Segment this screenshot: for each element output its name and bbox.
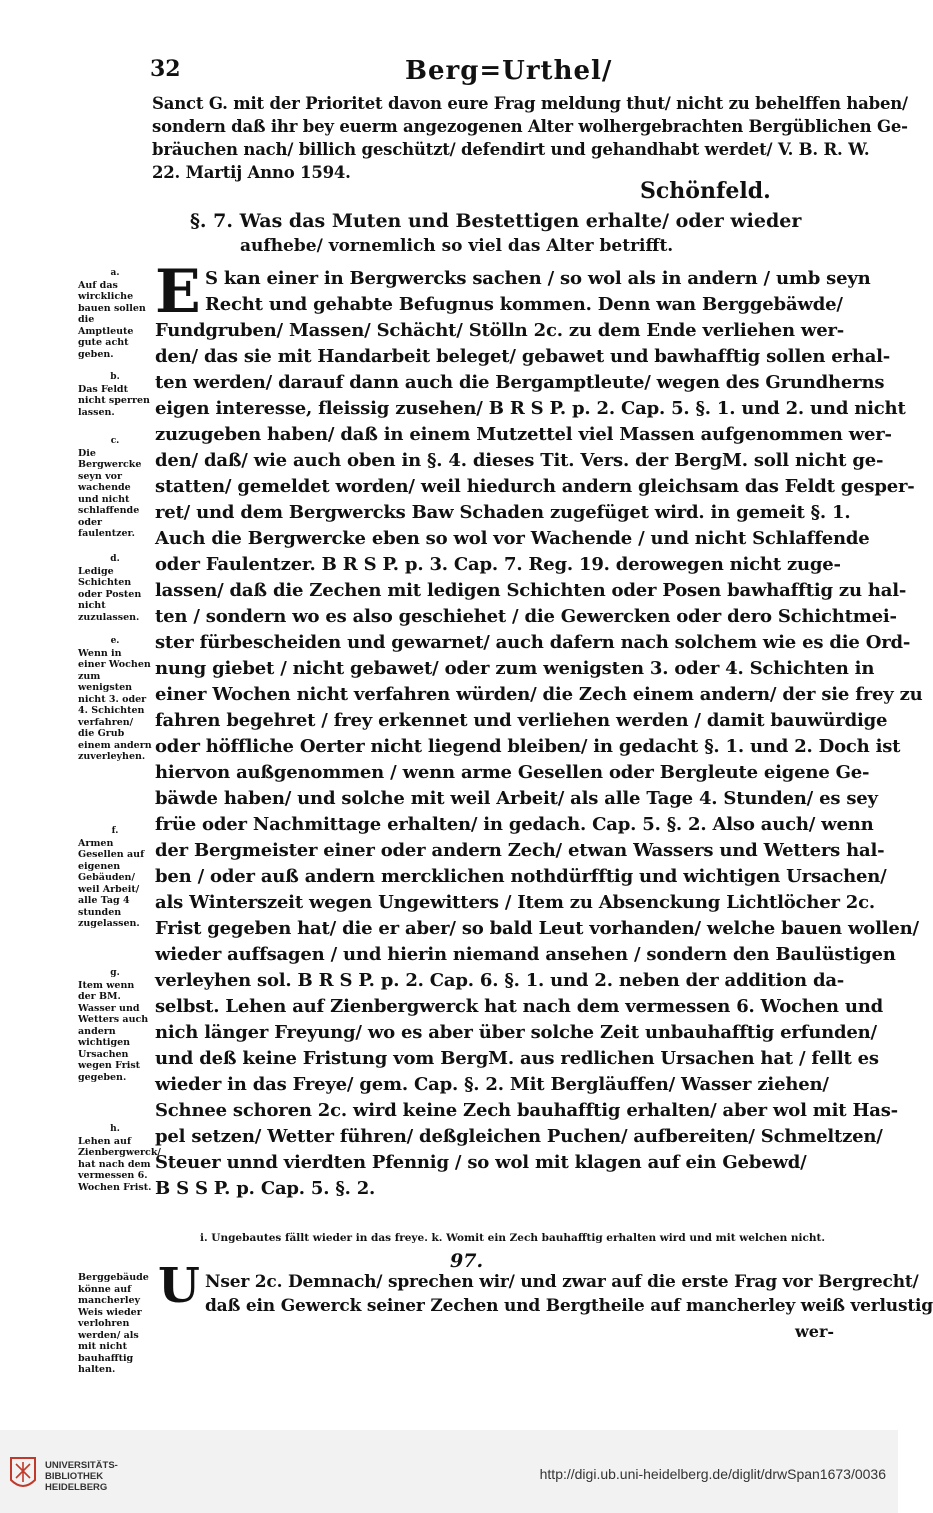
- margin-note-text: Armen Gesellen auf eigenen Gebäuden/ weil Arbeit/ alle Tag 4 stunden zugelassen.: [78, 837, 145, 929]
- text-line: Frist gegeben hat/ die er aber/ so bald Leut vorhanden/ welche bauen wollen/: [155, 918, 919, 939]
- margin-note: [78, 968, 152, 1083]
- text-line: wieder auffsagen / und hierin niemand ansehen / sondern den Baulüstigen: [155, 944, 896, 965]
- text-line: pel setzen/ Wetter führen/ deßgleichen Puchen/ aufbereiten/ Schmeltzen/: [155, 1126, 883, 1147]
- text-line: ben / oder auß andern mercklichen nothdürfftig und wichtigen Ursachen/: [155, 866, 887, 887]
- running-title: Berg=Urthel/: [405, 56, 613, 86]
- text-line: Recht und gehabte Befugnus kommen. Denn wan Berggebäwde/: [205, 294, 843, 315]
- margin-note: [78, 636, 152, 763]
- margin-note-text: Das Feldt nicht sperren lassen.: [78, 383, 150, 418]
- text-line: hiervon außgenommen / wenn arme Gesellen oder Bergleute eigene Ge-: [155, 762, 870, 783]
- page-number: 32: [150, 56, 181, 82]
- margin-note-text: Wenn in einer Wochen zum wenigsten nicht 3. oder 4. Schichten verfahren/ die Grub einem andern zuverleyhen.: [78, 647, 152, 762]
- text-line: nung giebet / nicht gebawet/ oder zum wenigsten 3. oder 4. Schichten in: [155, 658, 875, 679]
- text-line: statten/ gemeldet worden/ weil hiedurch andern gleichsam das Feldt gesper-: [155, 476, 915, 497]
- text-line: Sanct G. mit der Prioritet davon eure Frag meldung thut/ nicht zu behelffen haben/: [152, 94, 908, 113]
- institution-line: HEIDELBERG: [45, 1482, 108, 1493]
- margin-note-mark: e.: [110, 636, 120, 646]
- source-url[interactable]: http://digi.ub.uni-heidelberg.de/diglit/drwSpan1673/0036: [539, 1466, 886, 1482]
- margin-note-mark: h.: [110, 1124, 120, 1134]
- text-line: Fundgruben/ Massen/ Schächt/ Stölln 2c. zu dem Ende verliehen wer-: [155, 320, 845, 341]
- text-line: ster fürbescheiden und gewarnet/ auch dafern nach solchem wie es die Ord-: [155, 632, 911, 653]
- margin-note: [78, 372, 152, 418]
- text-line: wieder in das Freye/ gem. Cap. §. 2. Mit Bergläuffen/ Wasser ziehen/: [155, 1074, 829, 1095]
- text-line: den/ das sie mit Handarbeit beleget/ gebawet und bawhafftig sollen erhal-: [155, 346, 891, 367]
- text-line: oder höffliche Oerter nicht liegend bleiben/ in gedacht §. 1. und 2. Doch ist: [155, 736, 901, 757]
- text-line: verleyhen sol. B R S P. p. 2. Cap. 6. §. 1. und 2. neben der addition da-: [155, 970, 845, 991]
- section-heading: §. 7. Was das Muten und Bestettigen erhalte/ oder wieder: [190, 210, 802, 232]
- margin-note: [78, 554, 152, 623]
- margin-note-text: Die Bergwercke seyn vor wachende und nicht schlaffende oder faulentzer.: [78, 447, 142, 539]
- margin-note-text: Berggebäude könne auf mancherley Weis wieder verlohren werden/ als mit nicht bauhafftig halten.: [78, 1272, 149, 1375]
- text-line: und deß keine Fristung vom BergM. aus redlichen Ursachen hat / fellt es: [155, 1048, 879, 1069]
- text-line: nich länger Freyung/ wo es aber über solche Zeit unbauhafftig erfunden/: [155, 1022, 877, 1043]
- margin-note-mark: b.: [110, 372, 120, 382]
- text-line: ret/ und dem Bergwercks Baw Schaden zugefüget wird. in gemeit §. 1.: [155, 502, 851, 523]
- institution-name: [45, 1460, 118, 1493]
- text-line: zuzugeben haben/ daß in einem Mutzettel viel Massen aufgenommen wer-: [155, 424, 892, 445]
- institution-line: UNIVERSITÄTS-: [45, 1460, 118, 1471]
- text-line: der Bergmeister einer oder andern Zech/ etwan Wassers und Wetters hal-: [155, 840, 885, 861]
- margin-note-text: Lehen auf Zienbergwerck/ hat nach dem vermessen 6. Wochen Frist.: [78, 1135, 161, 1193]
- margin-note-mark: c.: [110, 436, 120, 446]
- footnote-line: i. Ungebautes fällt wieder in das freye. k. Womit ein Zech bauhafftig erhalten wird und mit welchen nicht.: [200, 1232, 826, 1244]
- text-line: B S S P. p. Cap. 5. §. 2.: [155, 1178, 376, 1199]
- text-line: ten / sondern wo es also geschiehet / die Gewercken oder dero Schichtmei-: [155, 606, 897, 627]
- text-line: sondern daß ihr bey euerm angezogenen Alter wolhergebrachten Bergüblichen Ge-: [152, 117, 908, 136]
- margin-note-text: Ledige Schichten oder Posten nicht zuzulassen.: [78, 565, 142, 623]
- section-heading-cont: aufhebe/ vornemlich so viel das Alter betrifft.: [240, 236, 674, 256]
- text-line: Auch die Bergwercke eben so wol vor Wachende / und nicht Schlaffende: [155, 528, 870, 549]
- margin-note-mark: f.: [111, 826, 119, 836]
- text-line: bäwde haben/ und solche mit weil Arbeit/ als alle Tage 4. Stunden/ es sey: [155, 788, 878, 809]
- text-line: bräuchen nach/ billich geschützt/ defendirt und gehandhabt werdet/ V. B. R. W.: [152, 140, 870, 159]
- margin-note: [78, 1272, 152, 1376]
- margin-note: [78, 436, 152, 540]
- margin-note-mark: g.: [110, 968, 120, 978]
- text-line: S kan einer in Bergwercks sachen / so wol als in andern / umb seyn: [205, 268, 871, 289]
- margin-note-text: Item wenn der BM. Wasser und Wetters auch andern wichtigen Ursachen wegen Frist gegeben.: [78, 979, 149, 1083]
- text-line: früe oder Nachmittage erhalten/ in gedach. Cap. 5. §. 2. Also auch/ wenn: [155, 814, 874, 835]
- institution-line: BIBLIOTHEK: [45, 1471, 104, 1482]
- text-line: Schnee schoren 2c. wird keine Zech bauhafftig erhalten/ aber wol mit Has-: [155, 1100, 898, 1121]
- margin-note: [78, 826, 152, 930]
- text-line: oder Faulentzer. B R S P. p. 3. Cap. 7. Reg. 19. derowegen nicht zuge-: [155, 554, 841, 575]
- margin-note: [78, 1124, 161, 1193]
- margin-note-mark: d.: [110, 554, 120, 564]
- text-line: 22. Martij Anno 1594.: [152, 163, 351, 182]
- text-line: eigen interesse, fleissig zusehen/ B R S P. p. 2. Cap. 5. §. 1. und 2. und nicht: [155, 398, 906, 419]
- page-header: [150, 56, 840, 88]
- text-line: lassen/ daß die Zechen mit ledigen Schichten oder Posen bawhafftig zu hal-: [155, 580, 907, 601]
- text-line: als Winterszeit wegen Ungewitters / Item zu Absenckung Lichtlöcher 2c.: [155, 892, 875, 913]
- margin-note-mark: a.: [110, 268, 120, 278]
- drop-cap: E: [155, 257, 201, 327]
- text-line: Nser 2c. Demnach/ sprechen wir/ und zwar auf die erste Frag vor Bergrecht/: [205, 1272, 919, 1292]
- margin-note: [78, 268, 152, 360]
- text-line: fahren begehret / frey erkennet und verliehen werden / damit bauwürdige: [155, 710, 888, 731]
- text-line: Steuer unnd vierdten Pfennig / so wol mit klagen auf ein Gebewd/: [155, 1152, 807, 1173]
- text-line: selbst. Lehen auf Zienbergwerck hat nach dem vermessen 6. Wochen und: [155, 996, 884, 1017]
- margin-note-text: Auf das wirckliche bauen sollen die Amptleute gute acht geben.: [78, 279, 146, 360]
- catchword: wer-: [795, 1322, 835, 1341]
- author-signature: Schönfeld.: [640, 178, 771, 204]
- library-footer: [0, 1430, 898, 1513]
- section-number: 97.: [450, 1250, 484, 1272]
- text-line: einer Wochen nicht verfahren würden/ die Zech einem andern/ der sie frey zu: [155, 684, 923, 705]
- drop-cap: U: [158, 1258, 200, 1314]
- text-line: ten werden/ darauf dann auch die Bergamptleute/ wegen des Grundherns: [155, 372, 885, 393]
- text-line: daß ein Gewerck seiner Zechen und Bergtheile auf mancherley weiß verlustig: [205, 1296, 933, 1316]
- library-logo-icon: [8, 1456, 38, 1492]
- text-line: den/ daß/ wie auch oben in §. 4. dieses Tit. Vers. der BergM. soll nicht ge-: [155, 450, 884, 471]
